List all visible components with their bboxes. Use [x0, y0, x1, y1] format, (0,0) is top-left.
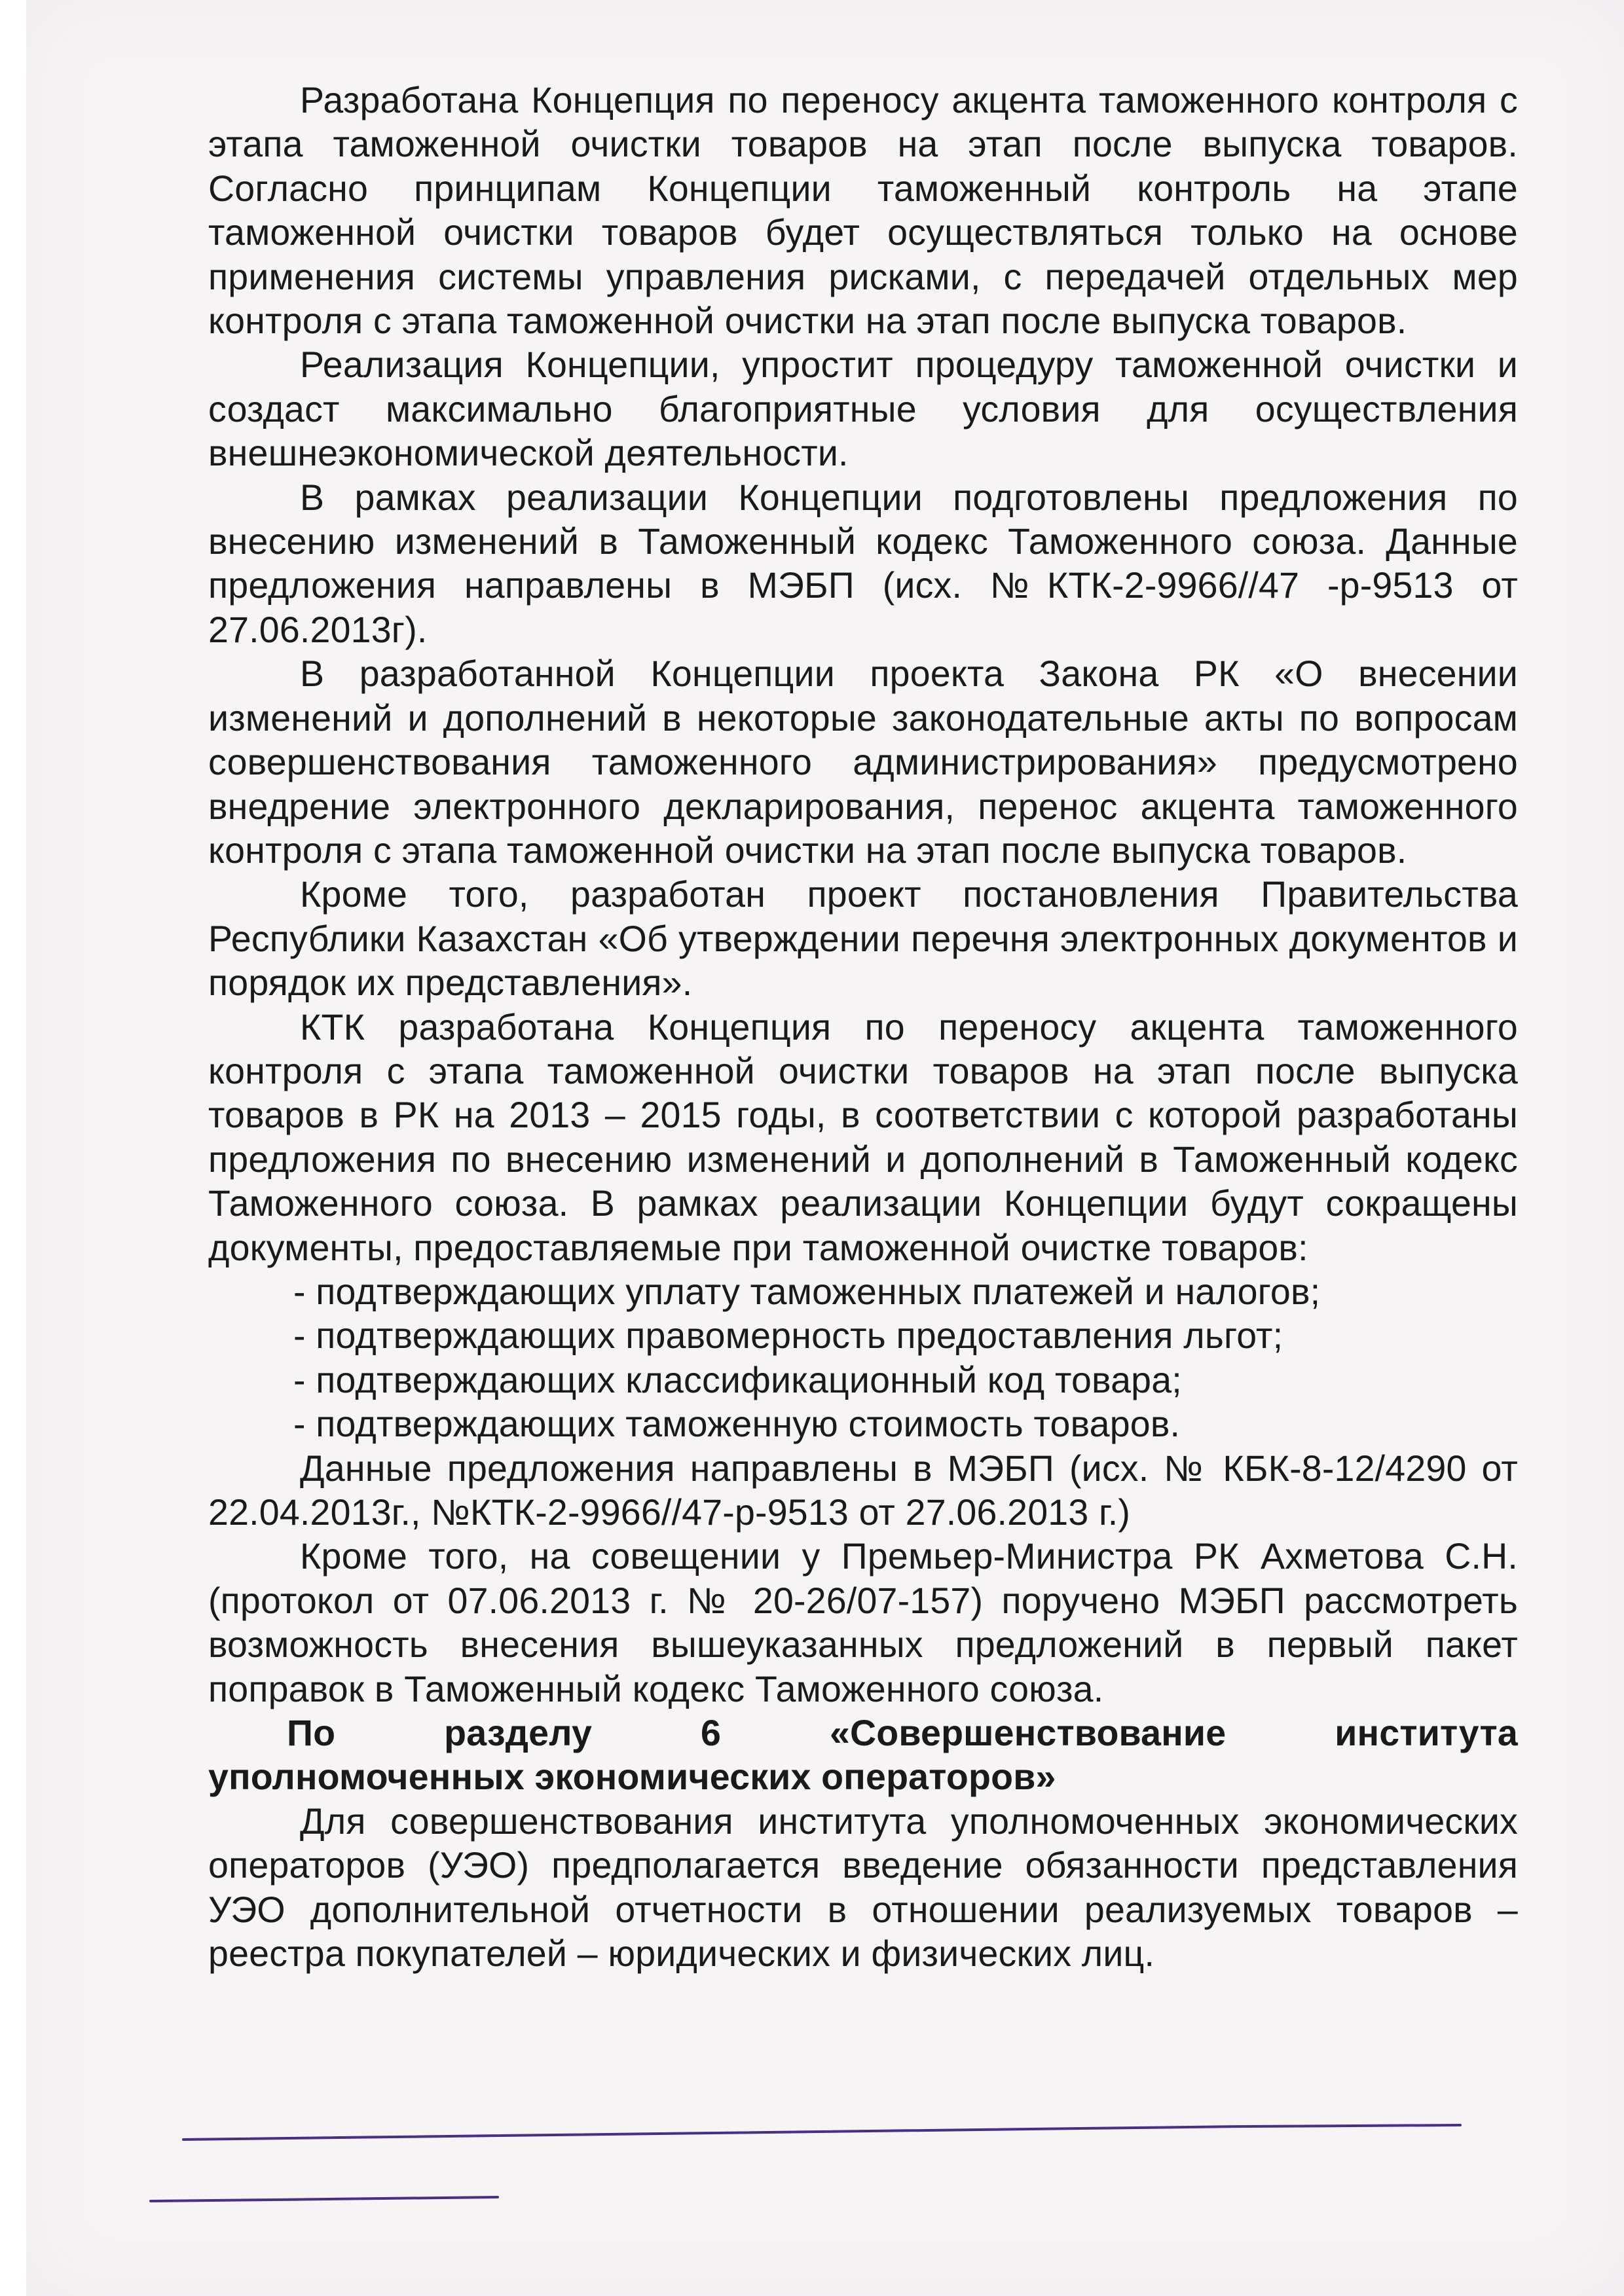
section-heading-line1: По разделу 6 «Совершенствование института [287, 1713, 1518, 1754]
list-item: - подтверждающих уплату таможенных платежей и налогов; [293, 1271, 1321, 1312]
paragraph-law-draft: В разработанной Концепции проекта Закона РК «О внесении изменений и дополнений в некоторые законодательные акты по вопросам совершенствования таможенного администрирования» предусмотрено внедрение электронного декларирования, перенос акцента таможенного контроля с этапа таможенной очистки на этап после выпуска товаров. [208, 653, 1518, 871]
list-item: - подтверждающих таможенную стоимость товаров. [293, 1404, 1181, 1445]
list-item: - подтверждающих правомерность предоставления льгот; [293, 1315, 1283, 1357]
paragraph-meeting: Кроме того, на совещении у Премьер-Министра РК Ахметова С.Н. (протокол от 07.06.2013 г. № 20-26/07-157) поручено МЭБП рассмотреть возможность внесения вышеуказанных предложений в первый пакет поправок в Таможенный кодекс Таможенного союза. [208, 1536, 1518, 1709]
paragraph-ueo: Для совершенствования института уполномоченных экономических операторов (УЭО) предполагается введение обязанности представления УЭО дополнительной отчетности в отношении реализуемых товаров – реестра покупателей – юридических и физических лиц. [208, 1800, 1518, 1975]
document-body [208, 79, 1518, 1976]
paragraph-government-resolution: Кроме того, разработан проект постановления Правительства Республики Казахстан «Об утверждении перечня электронных документов и порядок их представления». [208, 874, 1518, 1004]
list-item: - подтверждающих классификационный код товара; [293, 1359, 1182, 1400]
paragraph-ktk-concept: КТК разработана Концепция по переносу акцента таможенного контроля с этапа таможенной очистки товаров на этап после выпуска товаров в РК на 2013 – 2015 годы, в соответствии с которой разработаны предложения по внесению изменений и дополнений в Таможенный кодекс Таможенного союза. В рамках реализации Концепции будут сокращены документы, предоставляемые при таможенной очистке товаров: [208, 1006, 1518, 1268]
section-heading [208, 1711, 1518, 1800]
paragraph-concept: Разработана Концепция по переносу акцента таможенного контроля с этапа таможенной очистки товаров на этап после выпуска товаров. Согласно принципам Концепции таможенный контроль на этапе таможенной очистки товаров будет осуществляться только на основе применения системы управления рисками, с передачей отдельных мер контроля с этапа таможенной очистки на этап после выпуска товаров. [208, 80, 1518, 342]
section-heading-line2: уполномоченных экономических операторов» [208, 1757, 1056, 1798]
paragraph-proposals: В рамках реализации Концепции подготовлены предложения по внесению изменений в Таможенный кодекс Таможенного союза. Данные предложения направлены в МЭБП (исх. №КТК-2-9966//47 -р-9513 от 27.06.2013г). [208, 477, 1518, 650]
paragraph-implementation: Реализация Концепции, упростит процедуру таможенной очистки и создаст максимально благоприятные условия для осуществления внешнеэкономической деятельности. [208, 344, 1518, 474]
document-list [208, 1270, 1518, 1447]
paragraph-sent-to-mebp: Данные предложения направлены в МЭБП (исх. № КБК-8-12/4290 от 22.04.2013г., №КТК-2-9966//47-р-9513 от 27.06.2013 г.) [208, 1448, 1518, 1533]
